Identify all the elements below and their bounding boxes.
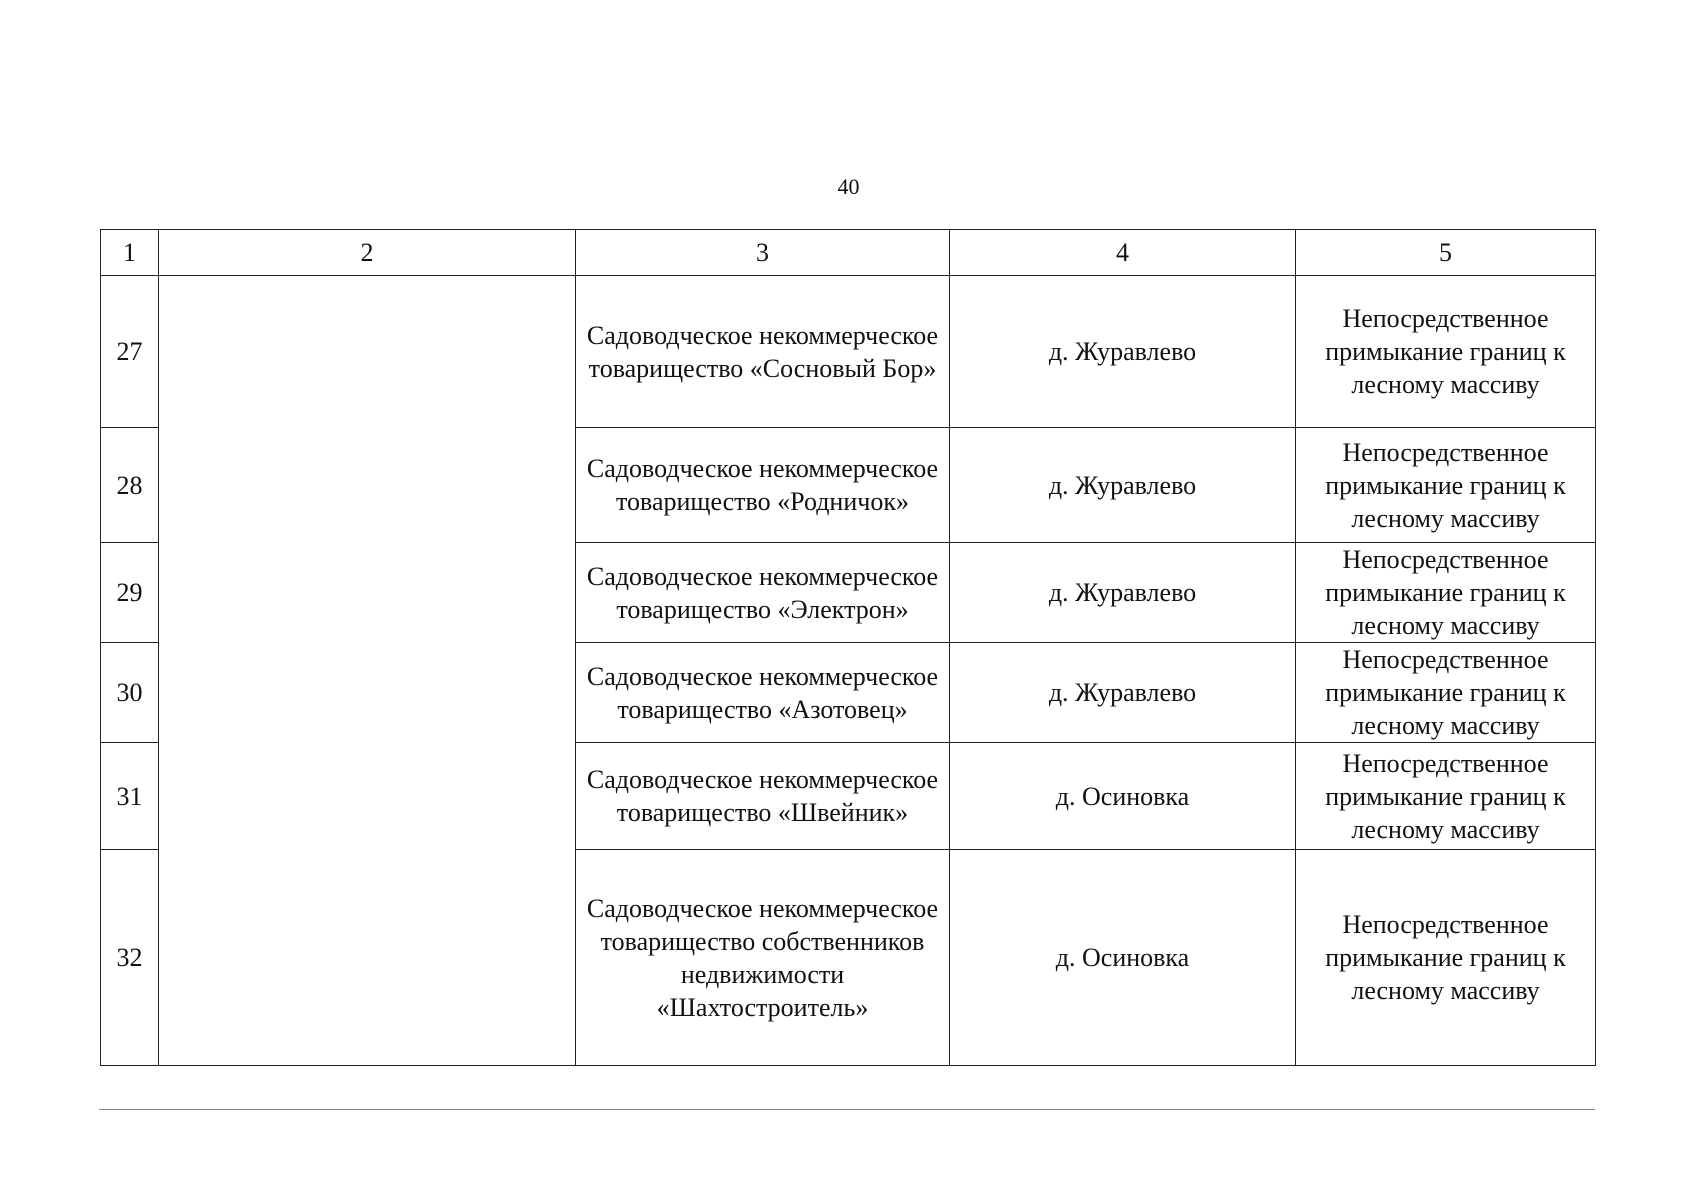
column-header-4: 4 <box>950 230 1296 276</box>
organization-name: Садоводческое некоммерческое товарищество собственников недвижимости «Шахтостроитель» <box>576 850 950 1066</box>
organization-name: Садоводческое некоммерческое товарищество «Азотовец» <box>576 643 950 743</box>
page-number: 40 <box>837 174 860 199</box>
organization-name: Садоводческое некоммерческое товарищество «Электрон» <box>576 543 950 643</box>
column-header-1: 1 <box>101 230 159 276</box>
column-header-3: 3 <box>576 230 950 276</box>
location: д. Осиновка <box>950 743 1296 850</box>
location: д. Журавлево <box>950 643 1296 743</box>
fire-risk-note: Непосредственное примыкание границ к лесному массиву <box>1296 743 1596 850</box>
row-number: 32 <box>101 850 159 1066</box>
location: д. Журавлево <box>950 276 1296 428</box>
row-number: 28 <box>101 428 159 543</box>
settlements-table <box>100 229 1596 1066</box>
table-row <box>101 276 1596 428</box>
location: д. Осиновка <box>950 850 1296 1066</box>
fire-risk-note: Непосредственное примыкание границ к лесному массиву <box>1296 543 1596 643</box>
row-number: 29 <box>101 543 159 643</box>
location: д. Журавлево <box>950 543 1296 643</box>
organization-name: Садоводческое некоммерческое товарищество «Сосновый Бор» <box>576 276 950 428</box>
row-number: 31 <box>101 743 159 850</box>
footer-divider <box>99 1109 1595 1110</box>
row-number: 30 <box>101 643 159 743</box>
column-header-2: 2 <box>159 230 576 276</box>
fire-risk-note: Непосредственное примыкание границ к лесному массиву <box>1296 643 1596 743</box>
column-header-5: 5 <box>1296 230 1596 276</box>
organization-name: Садоводческое некоммерческое товарищество «Швейник» <box>576 743 950 850</box>
row-number: 27 <box>101 276 159 428</box>
location: д. Журавлево <box>950 428 1296 543</box>
merged-empty-cell-column-2 <box>159 276 576 1066</box>
organization-name: Садоводческое некоммерческое товарищество «Родничок» <box>576 428 950 543</box>
table-header-row <box>101 230 1596 276</box>
fire-risk-note: Непосредственное примыкание границ к лесному массиву <box>1296 428 1596 543</box>
fire-risk-note: Непосредственное примыкание границ к лесному массиву <box>1296 850 1596 1066</box>
fire-risk-note: Непосредственное примыкание границ к лесному массиву <box>1296 276 1596 428</box>
